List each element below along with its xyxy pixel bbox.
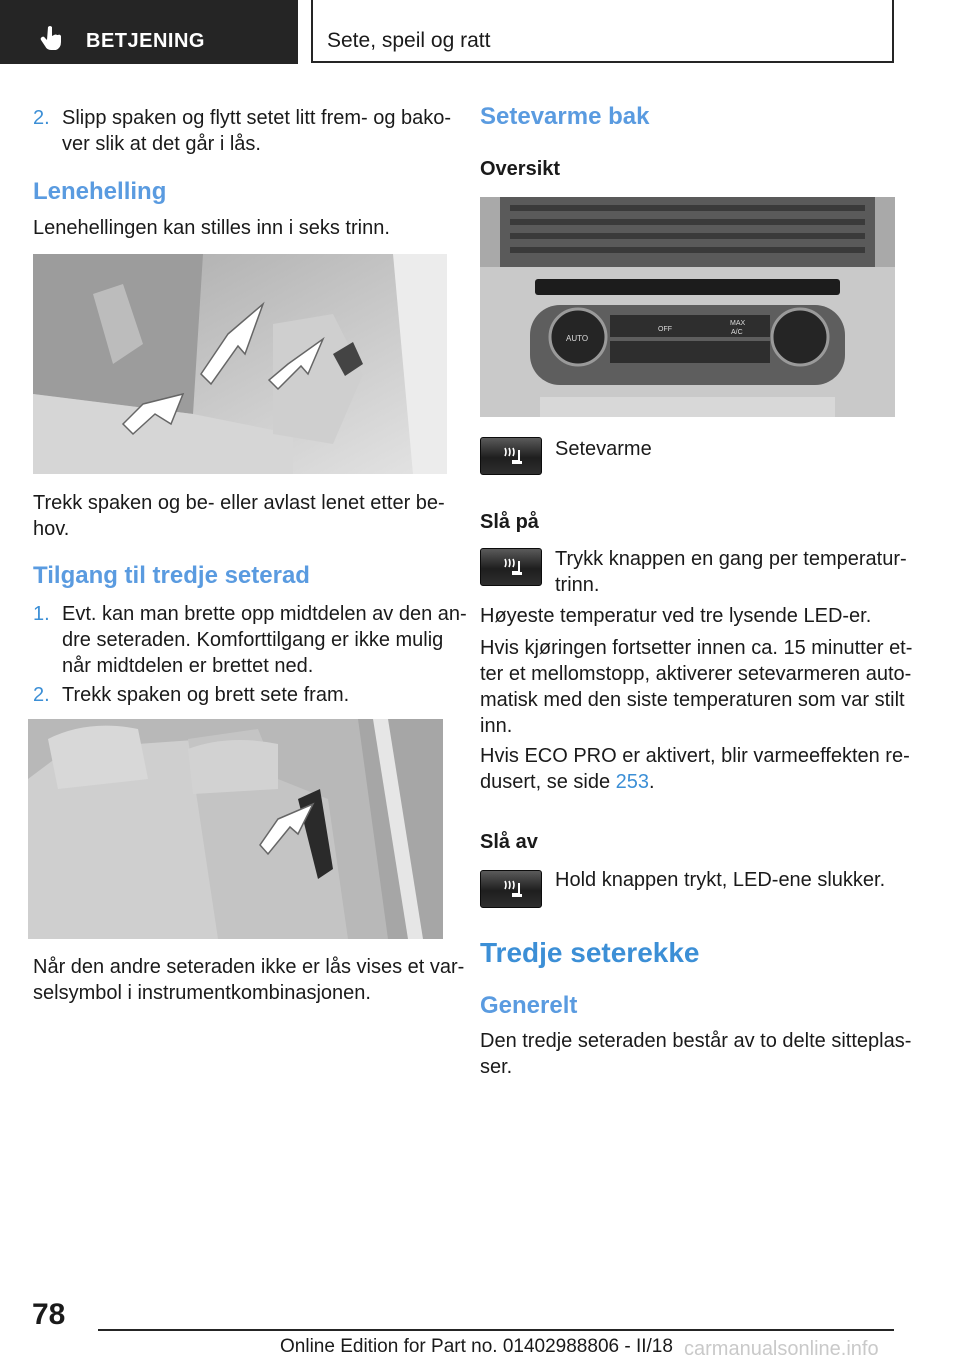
list-text: når midtdelen er brettet ned. bbox=[62, 655, 314, 677]
paragraph: Hvis kjøringen fortsetter innen ca. 15 minutter et‐ bbox=[480, 637, 913, 659]
svg-text:OFF: OFF bbox=[658, 326, 672, 333]
step-number: 2. bbox=[33, 107, 50, 129]
footer-divider bbox=[98, 1329, 894, 1331]
seat-heat-icon bbox=[501, 446, 525, 468]
paragraph: Den tredje seteraden består av to delte sitteplas‐ bbox=[480, 1030, 912, 1052]
page-reference-link[interactable]: 253 bbox=[615, 771, 649, 793]
list-text: dre seteraden. Komforttilgang er ikke mulig bbox=[62, 629, 444, 651]
backrest-adjust-photo bbox=[33, 254, 447, 474]
paragraph: dusert, se side 253. bbox=[480, 771, 655, 793]
chapter-title: Sete, speil og ratt bbox=[327, 29, 491, 52]
hand-pointer-icon bbox=[40, 25, 64, 51]
seat-fold-photo bbox=[28, 719, 443, 939]
seat-heat-button-icon bbox=[480, 548, 542, 586]
seat-heat-button-icon bbox=[480, 870, 542, 908]
svg-text:AUTO: AUTO bbox=[566, 334, 589, 343]
chapter-header bbox=[311, 0, 894, 63]
caption: Trekk spaken og be- eller avlast lenet etter be‐ bbox=[33, 492, 445, 514]
list-text: Trekk spaken og brett sete fram. bbox=[62, 684, 350, 706]
paragraph: trinn. bbox=[555, 574, 600, 596]
caption: Når den andre seteraden ikke er lås vises et var‐ bbox=[33, 956, 465, 978]
chapter-heading: Tredje seterekke bbox=[480, 937, 700, 968]
paragraph: matisk med den siste temperaturen som var stilt bbox=[480, 689, 905, 711]
seat-heat-icon bbox=[501, 557, 525, 579]
climate-panel-photo bbox=[480, 197, 895, 417]
seat-heat-icon bbox=[501, 879, 525, 901]
edition-text: Online Edition for Part no. 01402988806 - II/18 bbox=[280, 1336, 673, 1357]
paragraph: inn. bbox=[480, 715, 513, 737]
list-text: Evt. kan man brette opp midtdelen av den an‐ bbox=[62, 603, 467, 625]
page-number: 78 bbox=[32, 1298, 66, 1331]
paragraph: Hvis ECO PRO er aktivert, blir varmeeffekten re‐ bbox=[480, 745, 910, 767]
section-heading: Lenehelling bbox=[33, 178, 167, 205]
section-heading: Setevarme bak bbox=[480, 103, 650, 130]
list-number: 1. bbox=[33, 603, 50, 625]
section-heading: Tilgang til tredje seterad bbox=[33, 562, 310, 589]
section-tab bbox=[0, 0, 298, 64]
svg-text:MAX: MAX bbox=[730, 320, 746, 327]
paragraph: Lenehellingen kan stilles inn i seks trinn. bbox=[33, 217, 390, 239]
subheading: Slå på bbox=[480, 511, 539, 533]
paragraph: Høyeste temperatur ved tre lysende LED-er. bbox=[480, 605, 872, 627]
section-heading: Generelt bbox=[480, 992, 578, 1019]
step-text: Slipp spaken og flytt setet litt frem- og bako‐ bbox=[62, 107, 452, 129]
subheading: Oversikt bbox=[480, 158, 561, 180]
caption: hov. bbox=[33, 518, 70, 540]
list-number: 2. bbox=[33, 684, 50, 706]
seat-heat-button-icon bbox=[480, 437, 542, 475]
paragraph: ter et mellomstopp, aktiverer setevarmeren auto‐ bbox=[480, 663, 912, 685]
paragraph: Trykk knappen en gang per temperatur‐ bbox=[555, 548, 907, 570]
subheading: Slå av bbox=[480, 831, 538, 853]
watermark: carmanualsonline.info bbox=[684, 1338, 879, 1360]
svg-text:A/C: A/C bbox=[731, 329, 743, 336]
paragraph: ser. bbox=[480, 1056, 513, 1078]
section-label: BETJENING bbox=[86, 30, 205, 52]
step-text: ver slik at det går i lås. bbox=[62, 133, 261, 155]
icon-label: Setevarme bbox=[555, 438, 652, 460]
paragraph: Hold knappen trykt, LED-ene slukker. bbox=[555, 869, 886, 891]
caption: selsymbol i instrumentkombinasjonen. bbox=[33, 982, 371, 1004]
